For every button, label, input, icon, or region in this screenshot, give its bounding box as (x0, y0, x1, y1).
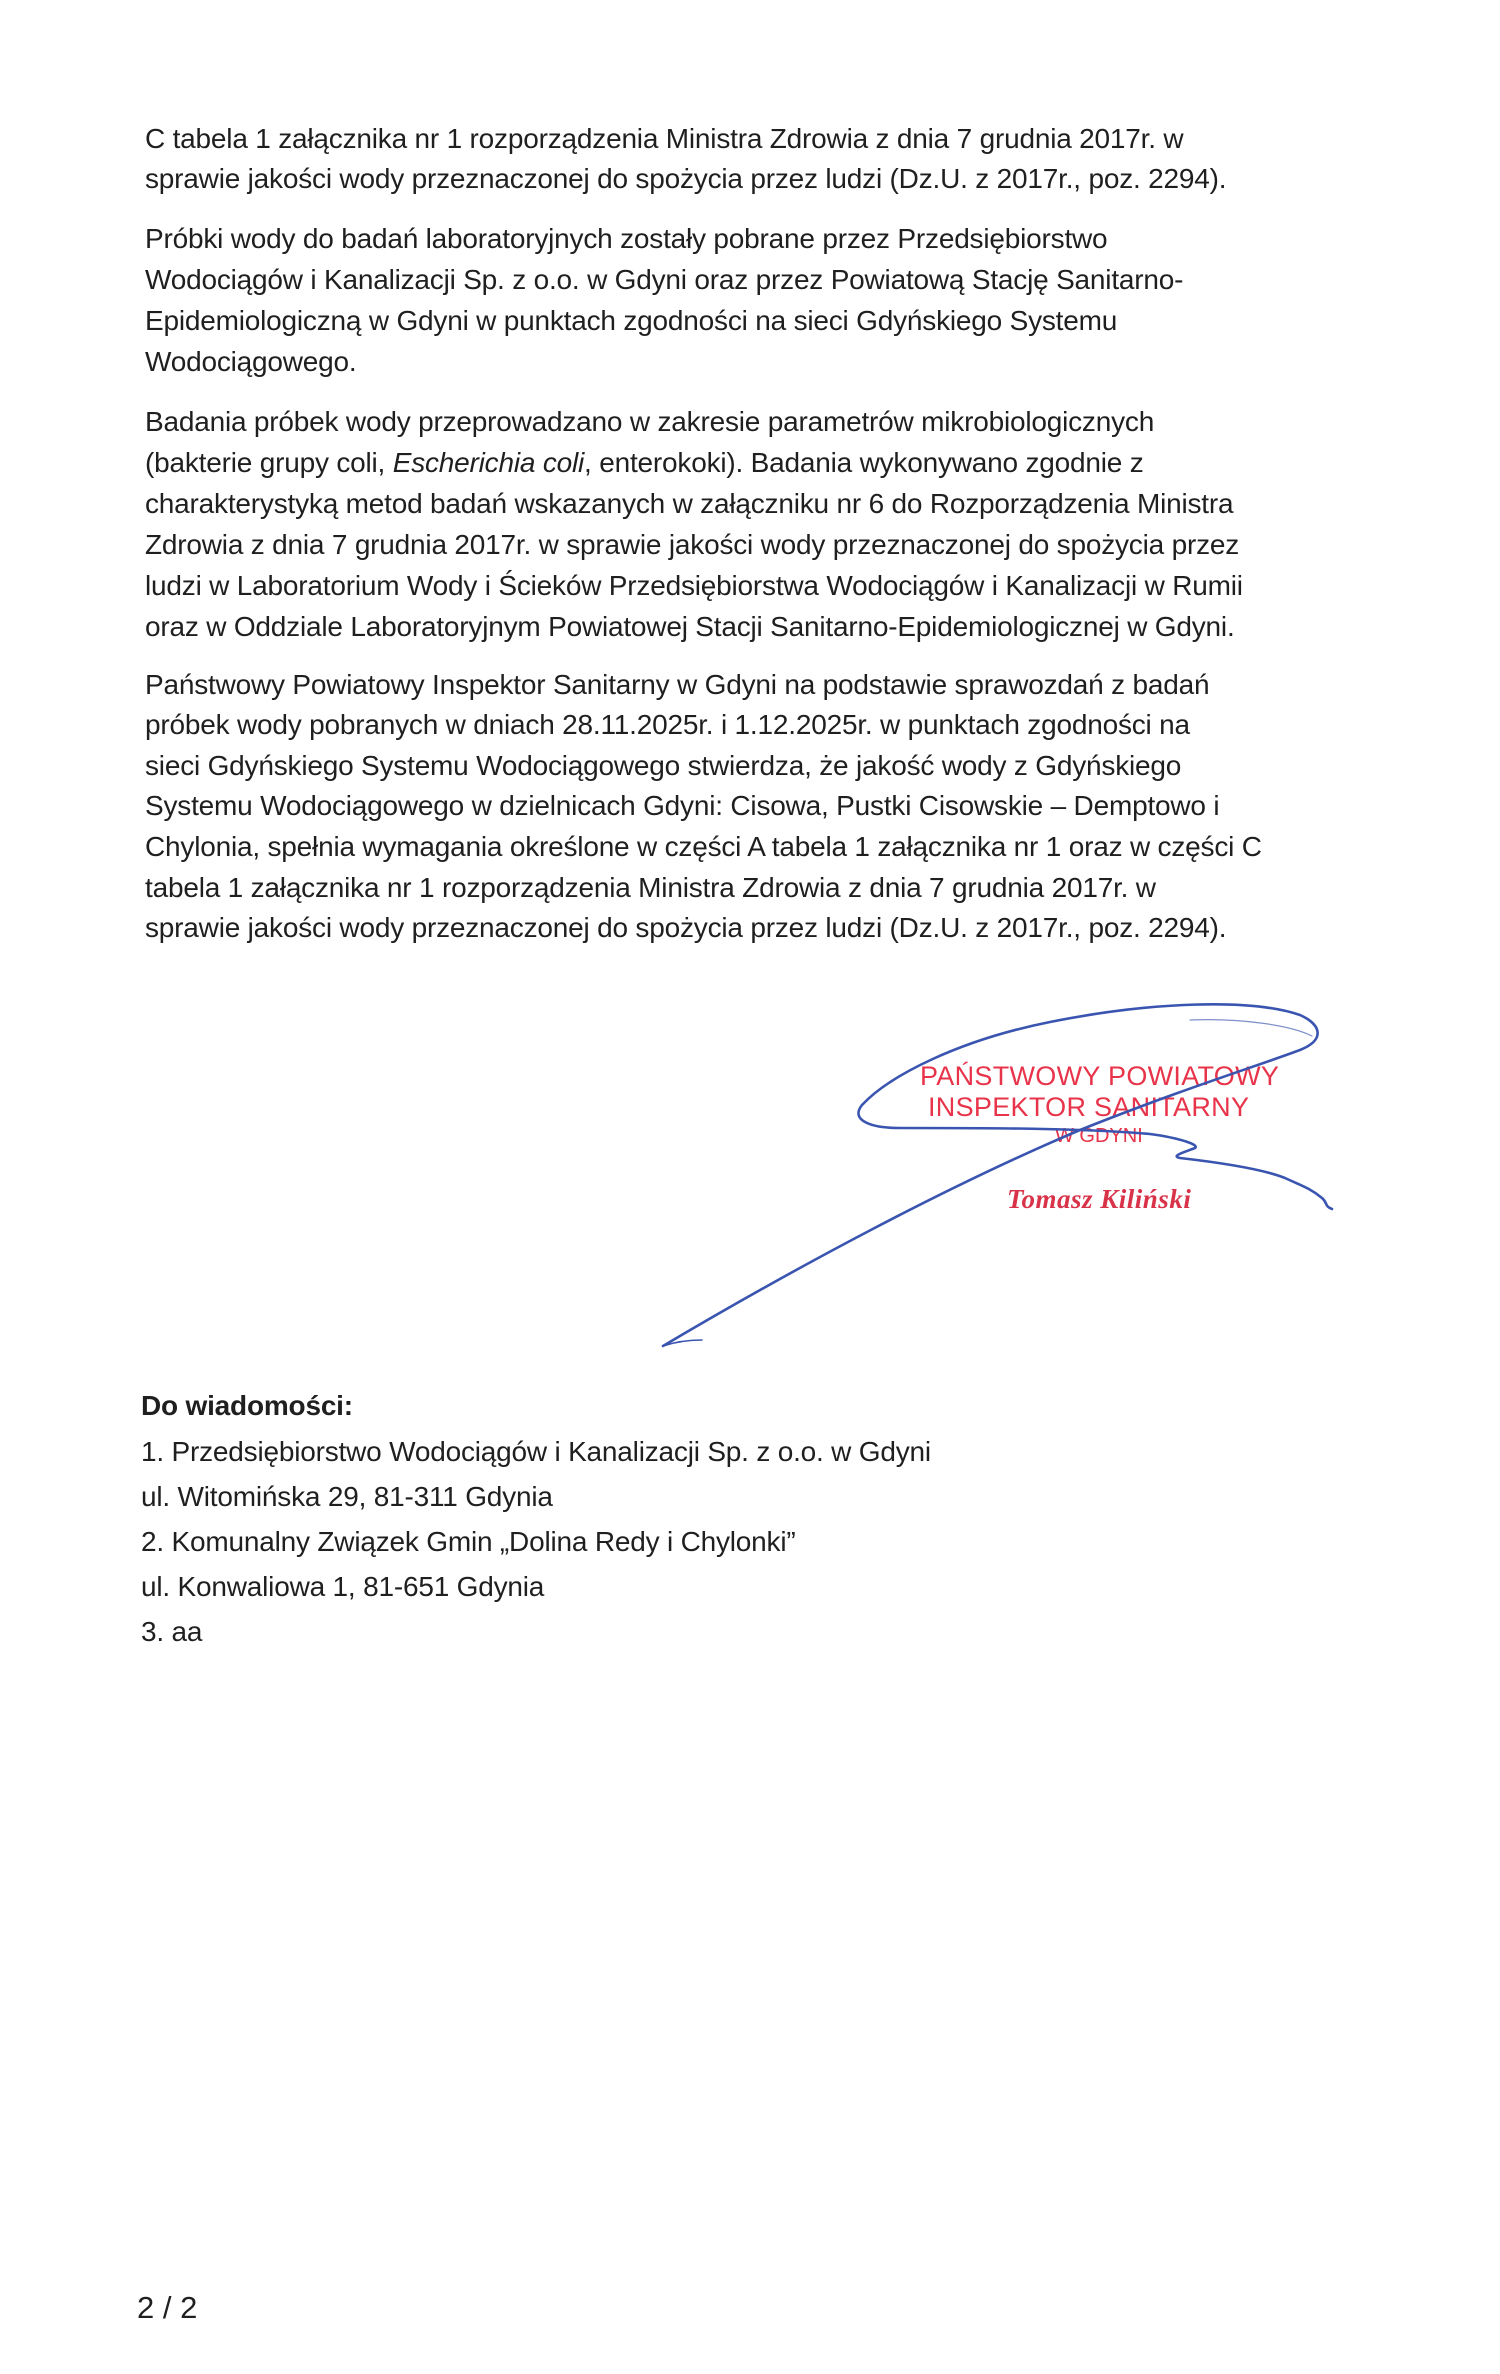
paragraph-1-line-2: sprawie jakości wody przeznaczonej do spożycia przez ludzi (Dz.U. z 2017r., poz. 2294). (145, 163, 1227, 194)
paragraph-2-line-1: Próbki wody do badań laboratoryjnych zostały pobrane przez Przedsiębiorstwo (145, 223, 1108, 254)
paragraph-4-line-2: próbek wody pobranych w dniach 28.11.2025r. i 1.12.2025r. w punktach zgodności na (145, 709, 1190, 740)
paragraph-2-line-4: Wodociągowego. (145, 346, 357, 377)
distribution-item-1: 1. Przedsiębiorstwo Wodociągów i Kanalizacji Sp. z o.o. w Gdyni (141, 1436, 931, 1467)
stamp-line-1: PAŃSTWOWY POWIATOWY (920, 1061, 1280, 1091)
paragraph-3-line-1: Badania próbek wody przeprowadzano w zakresie parametrów mikrobiologicznych (145, 406, 1155, 437)
species-name-italic: Escherichia coli (392, 447, 585, 478)
distribution-item-3: 3. aa (141, 1616, 203, 1647)
distribution-heading: Do wiadomości: (141, 1390, 353, 1421)
paragraph-4-line-6: tabela 1 załącznika nr 1 rozporządzenia Ministra Zdrowia z dnia 7 grudnia 2017r. w (145, 872, 1156, 903)
paragraph-4-line-4: Systemu Wodociągowego w dzielnicach Gdyni: Cisowa, Pustki Cisowskie – Demptowo i (145, 790, 1220, 821)
paragraph-4-line-1: Państwowy Powiatowy Inspektor Sanitarny w Gdyni na podstawie sprawozdań z badań (145, 669, 1210, 700)
stamp-line-2: INSPEKTOR SANITARNY (928, 1092, 1250, 1122)
distribution-item-2: 2. Komunalny Związek Gmin „Dolina Redy i Chylonki” (141, 1526, 796, 1557)
distribution-item-1-address: ul. Witomińska 29, 81-311 Gdynia (141, 1481, 553, 1512)
paragraph-4-line-7: sprawie jakości wody przeznaczonej do spożycia przez ludzi (Dz.U. z 2017r., poz. 2294). (145, 912, 1227, 943)
paragraph-3-line-2-pre: (bakterie grupy coli, (145, 447, 393, 478)
paragraph-3-line-2 (145, 449, 1144, 477)
paragraph-1-line-1: C tabela 1 załącznika nr 1 rozporządzenia Ministra Zdrowia z dnia 7 grudnia 2017r. w (145, 123, 1184, 154)
distribution-item-2-address: ul. Konwaliowa 1, 81-651 Gdynia (141, 1571, 545, 1602)
paragraph-2-line-3: Epidemiologiczną w Gdyni w punktach zgodności na sieci Gdyńskiego Systemu (145, 305, 1118, 336)
stamp-line-3: W GDYNI (1055, 1125, 1143, 1147)
paragraph-3-line-4: Zdrowia z dnia 7 grudnia 2017r. w sprawie jakości wody przeznaczonej do spożycia przez (145, 529, 1240, 560)
paragraph-3-line-2-post: , enterokoki). Badania wykonywano zgodnie z (584, 447, 1144, 478)
paragraph-3-line-3: charakterystyką metod badań wskazanych w załączniku nr 6 do Rozporządzenia Ministra (145, 488, 1234, 519)
page-number: 2 / 2 (137, 2290, 198, 2325)
paragraph-2-line-2: Wodociągów i Kanalizacji Sp. z o.o. w Gdyni oraz przez Powiatową Stację Sanitarno- (145, 264, 1184, 295)
paragraph-4-line-5: Chylonia, spełnia wymagania określone w części A tabela 1 załącznika nr 1 oraz w części C (145, 831, 1262, 862)
stamp-signatory-name: Tomasz Kiliński (1007, 1184, 1192, 1214)
paragraph-3-line-6: oraz w Oddziale Laboratoryjnym Powiatowej Stacji Sanitarno-Epidemiologicznej w Gdyni. (145, 611, 1235, 642)
paragraph-3-line-5: ludzi w Laboratorium Wody i Ścieków Przedsiębiorstwa Wodociągów i Kanalizacji w Rumii (145, 570, 1243, 601)
paragraph-4-line-3: sieci Gdyńskiego Systemu Wodociągowego stwierdza, że jakość wody z Gdyńskiego (145, 750, 1182, 781)
